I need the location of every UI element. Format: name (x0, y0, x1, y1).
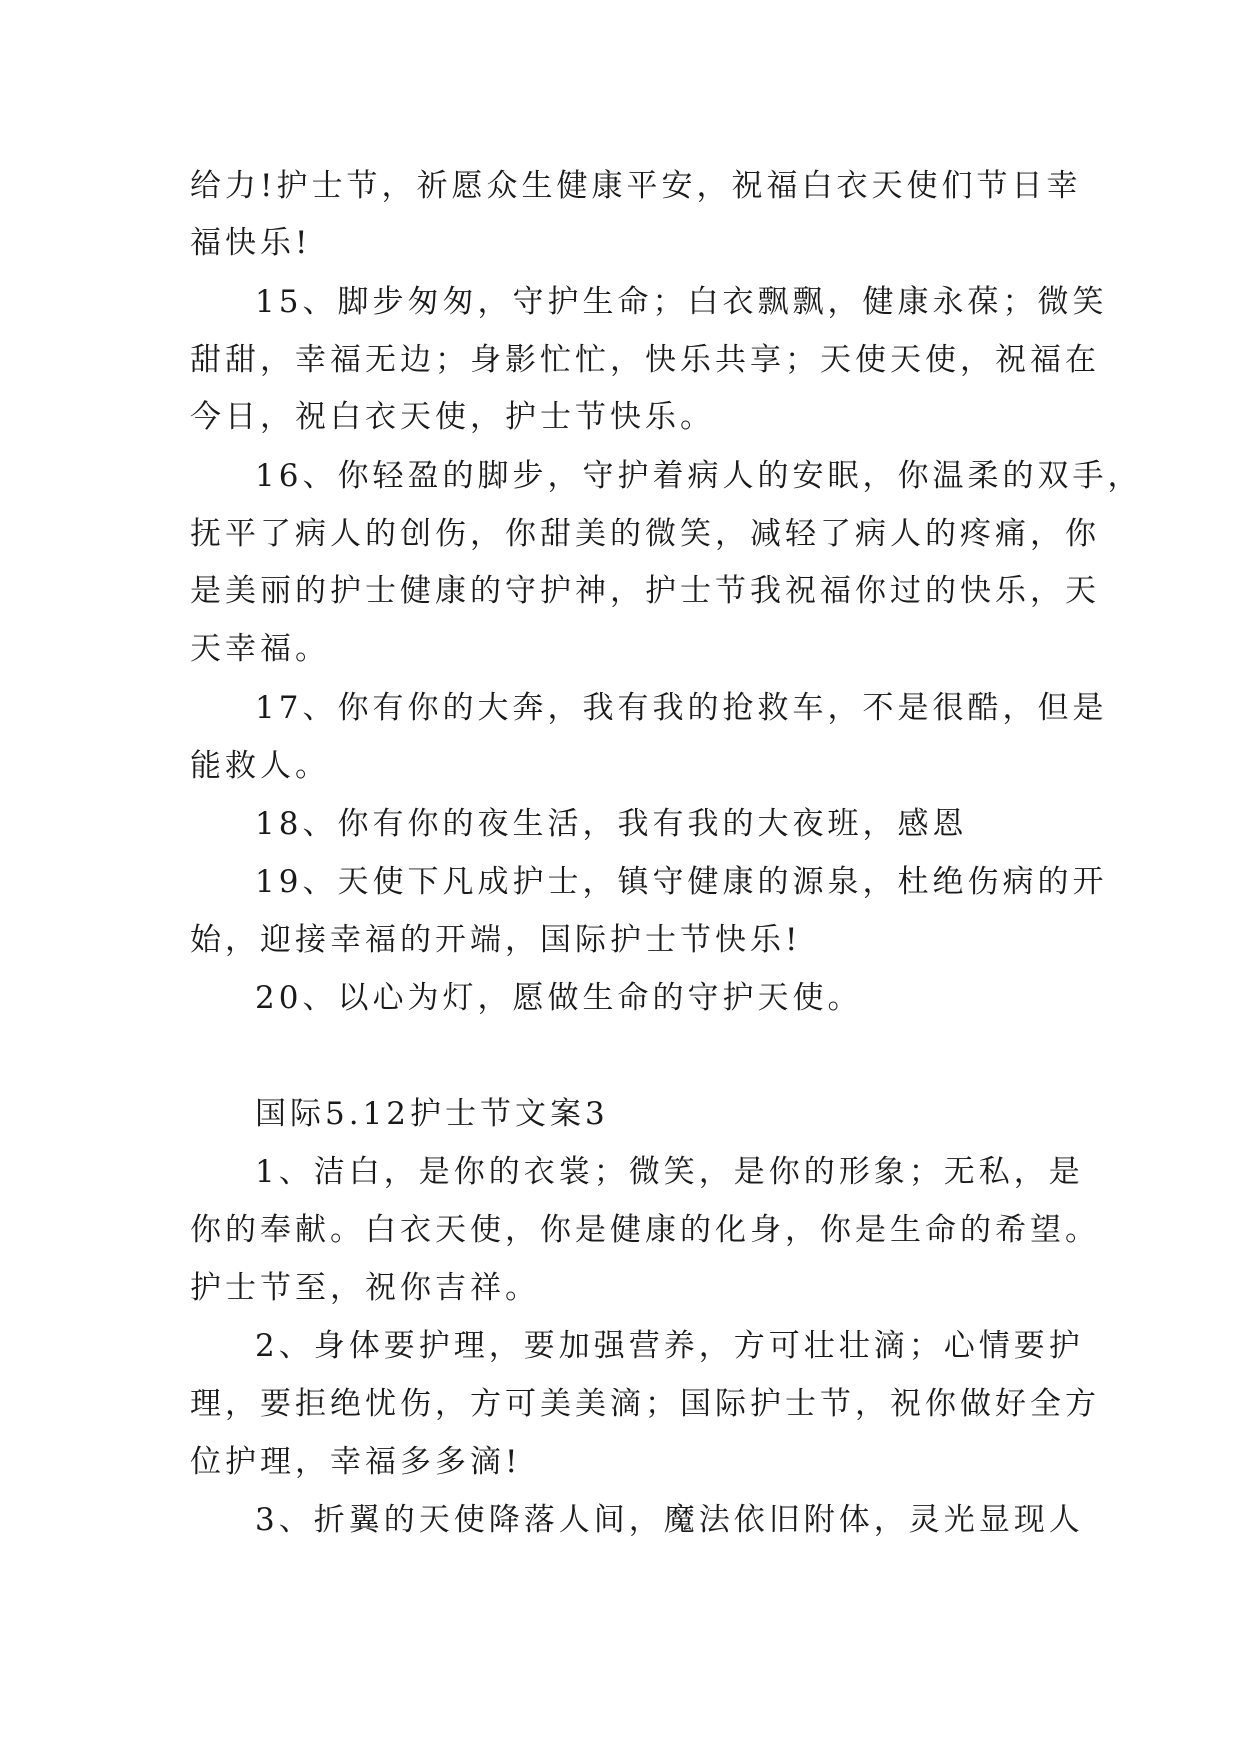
section-heading: 国际5.12护士节文案3 (255, 1096, 609, 1132)
text-line: 甜甜，幸福无边；身影忙忙，快乐共享；天使天使，祝福在 (190, 342, 1100, 378)
text-line: 19、天使下凡成护士，镇守健康的源泉，杜绝伤病的开 (255, 864, 1108, 900)
text-line: 始，迎接幸福的开端，国际护士节快乐! (190, 922, 802, 958)
text-line: 位护理，幸福多多滴! (190, 1444, 522, 1480)
text-line: 17、你有你的大奔，我有我的抢救车，不是很酷，但是 (255, 690, 1108, 726)
text-line: 护士节至，祝你吉祥。 (190, 1270, 540, 1306)
text-line: 你的奉献。白衣天使，你是健康的化身，你是生命的希望。 (190, 1212, 1100, 1248)
text-line: 理，要拒绝忧伤，方可美美滴；国际护士节，祝你做好全方 (190, 1386, 1100, 1422)
text-line: 18、你有你的夜生活，我有我的大夜班，感恩 (255, 806, 968, 842)
text-line: 今日，祝白衣天使，护士节快乐。 (190, 399, 715, 435)
text-line: 福快乐! (190, 225, 312, 261)
text-line: 2、身体要护理，要加强营养，方可壮壮滴；心情要护 (255, 1328, 1084, 1364)
text-line: 给力!护士节，祈愿众生健康平安，祝福白衣天使们节日幸 (190, 168, 1082, 204)
text-line: 3、折翼的天使降落人间，魔法依旧附体，灵光显现人 (255, 1502, 1084, 1538)
text-line: 能救人。 (190, 748, 330, 784)
text-line: 20、以心为灯，愿做生命的守护天使。 (255, 980, 863, 1016)
text-line: 是美丽的护士健康的守护神，护士节我祝福你过的快乐，天 (190, 573, 1100, 609)
text-line: 天幸福。 (190, 631, 330, 667)
text-line: 15、脚步匆匆，守护生命；白衣飘飘，健康永葆；微笑 (255, 284, 1108, 320)
text-line: 抚平了病人的创伤，你甜美的微笑，减轻了病人的疼痛，你 (190, 516, 1100, 552)
text-line: 1、洁白，是你的衣裳；微笑，是你的形象；无私，是 (255, 1154, 1084, 1190)
text-line: 16、你轻盈的脚步，守护着病人的安眠，你温柔的双手， (255, 458, 1143, 494)
